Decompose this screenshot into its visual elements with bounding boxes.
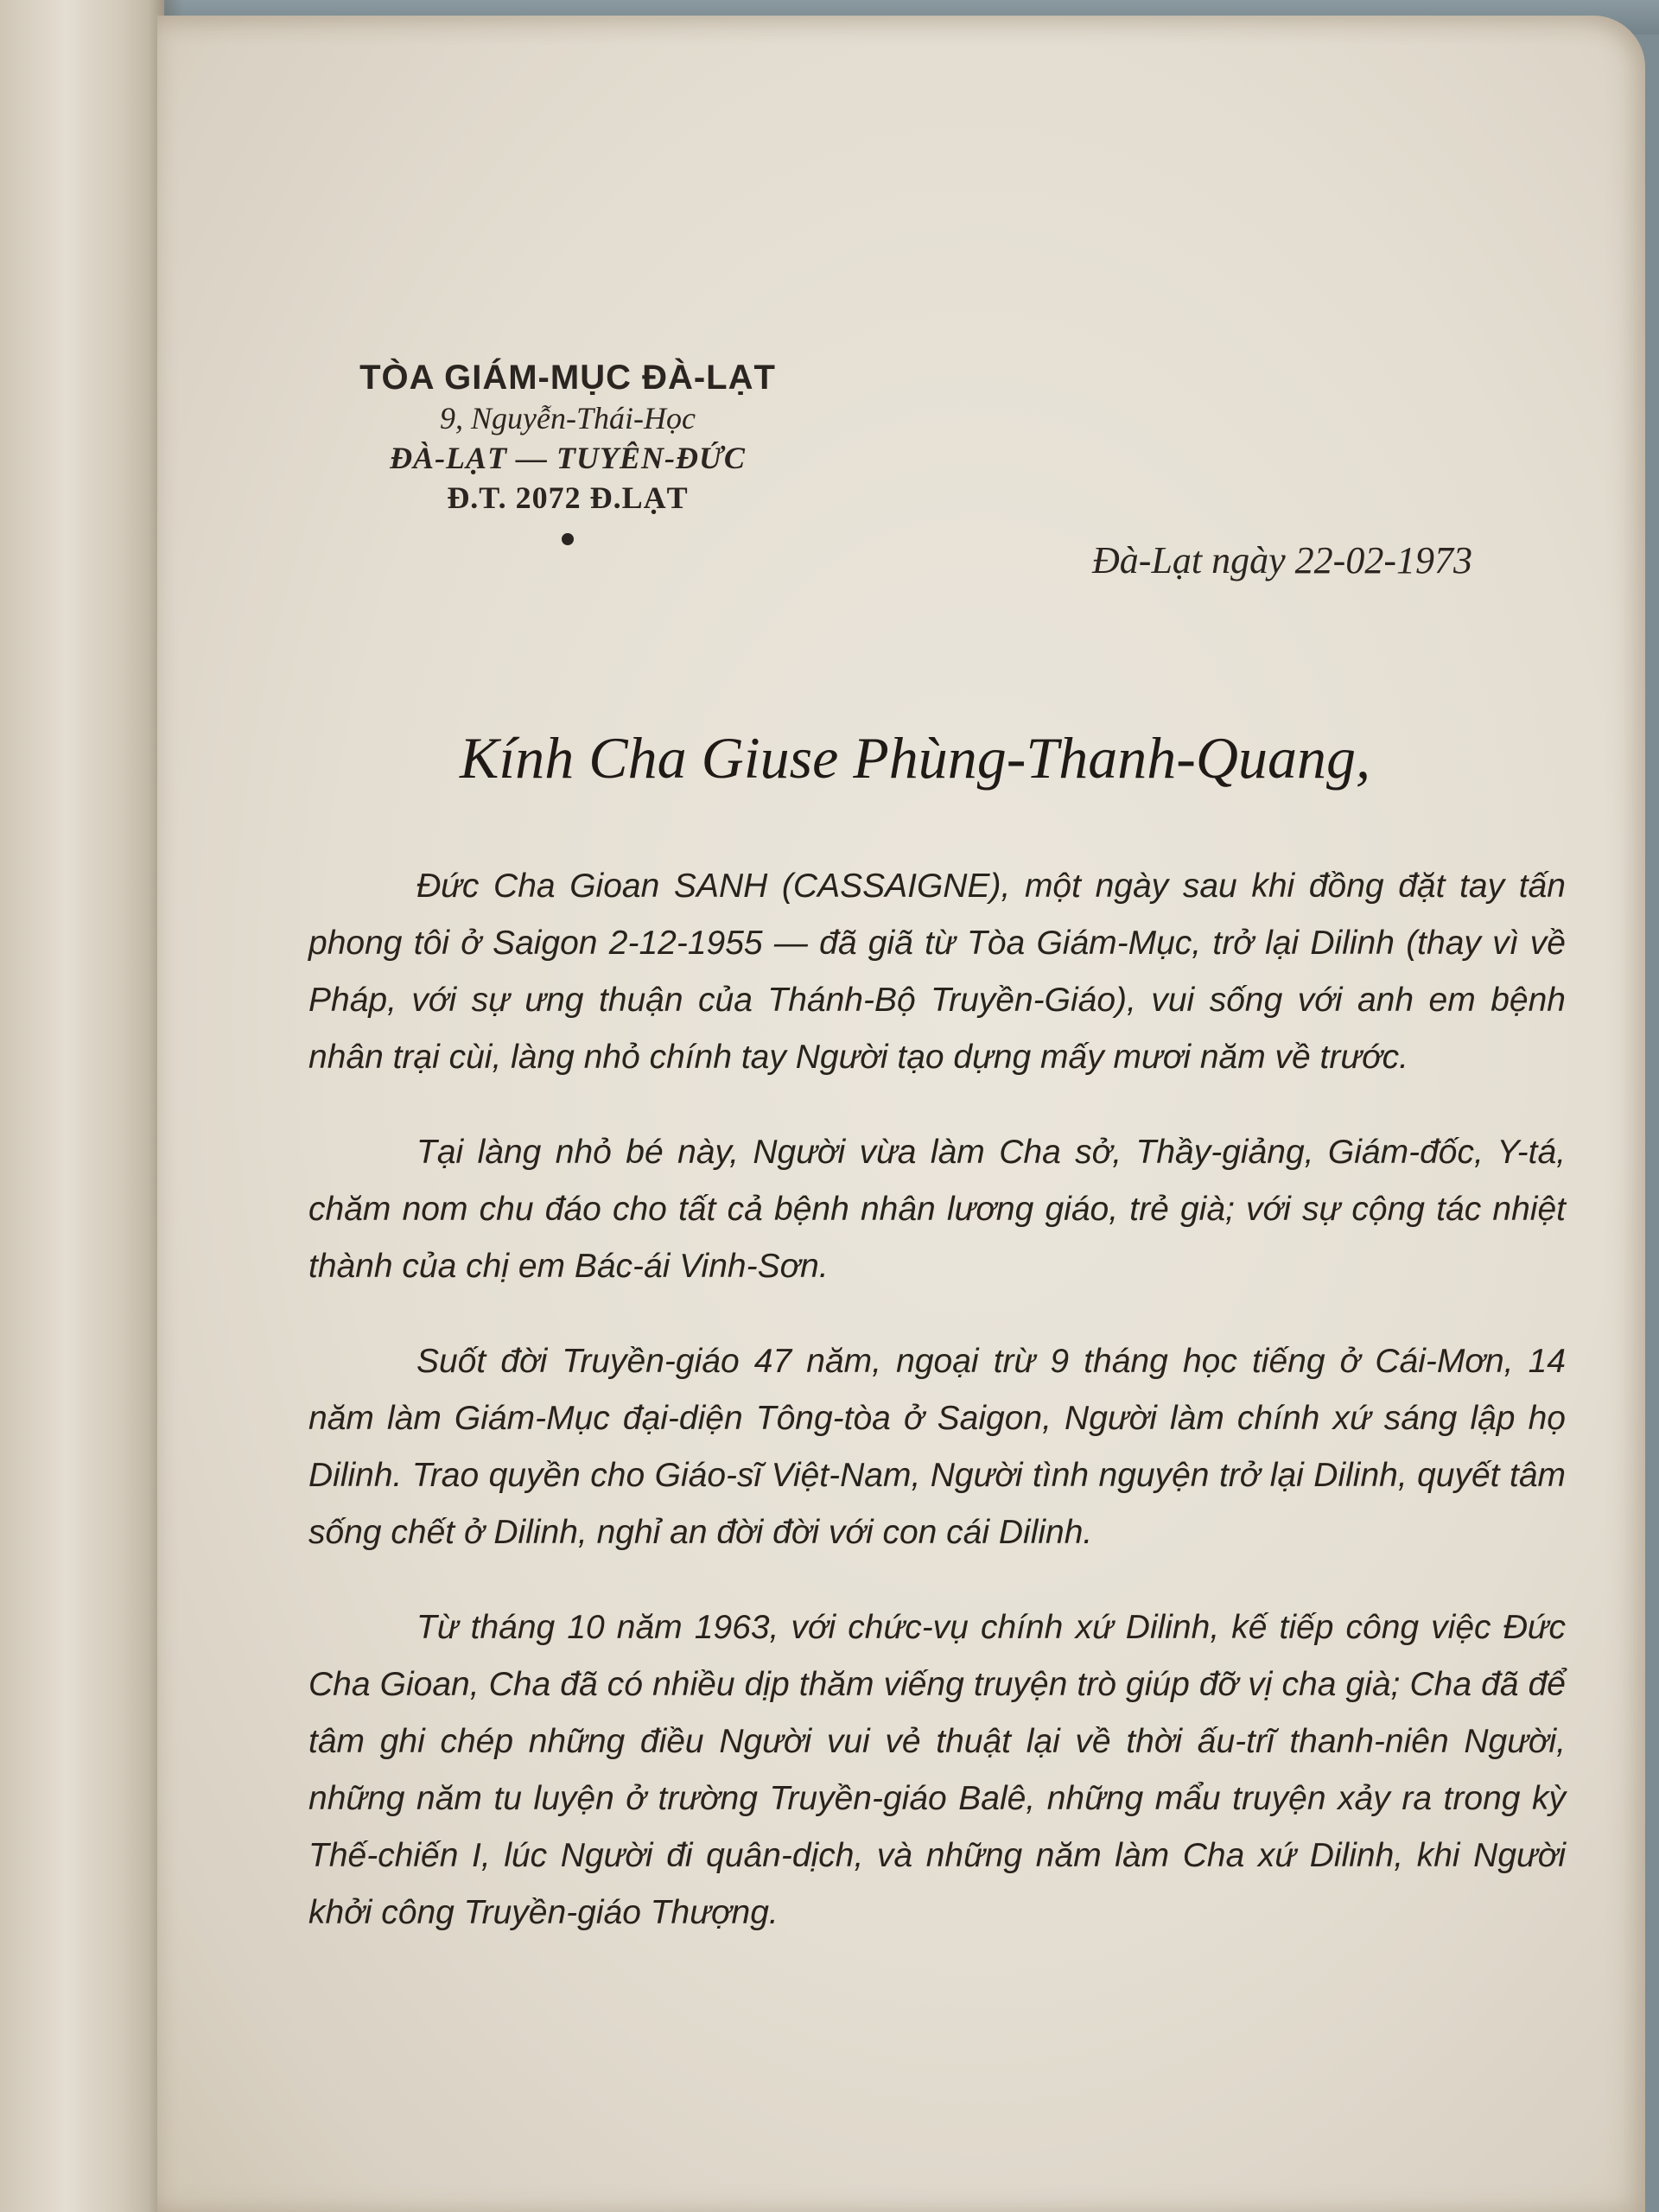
letterhead-address: 9, Nguyễn-Thái-Học (440, 401, 696, 435)
book-page (157, 16, 1645, 2212)
paragraph: Từ tháng 10 năm 1963, với chức-vụ chính xứ Dilinh, kế tiếp công việc Đức Cha Gioan, Cha đã có nhiều dịp thăm viếng truyện trò giúp đỡ vị cha già; Cha đã để tâm ghi chép những điều Người vui vẻ thuật lại về thời ấu-trĩ thanh-niên Người, những năm tu luyện ở trường Truyền-giáo Balê, những mẩu truyện xảy ra trong kỳ Thế-chiến I, lúc Người đi quân-dịch, và những năm làm Cha xứ Dilinh, khi Người khởi công Truyền-giáo Thượng. (308, 1609, 1566, 1931)
letter-body (308, 858, 1566, 1980)
dateline: Đà-Lạt ngày 22-02-1973 (1092, 539, 1472, 582)
salutation: Kính Cha Giuse Phùng-Thanh-Quang, (460, 725, 1370, 791)
letterhead-org-name: TÒA GIÁM-MỤC ĐÀ-LẠT (359, 359, 776, 397)
letterhead-city: ĐÀ-LẠT — TUYÊN-ĐỨC (390, 441, 746, 475)
paragraph: Suốt đời Truyền-giáo 47 năm, ngoại trừ 9 tháng học tiếng ở Cái-Mơn, 14 năm làm Giám-Mục đại-diện Tông-tòa ở Saigon, Người làm chính xứ sáng lập họ Dilinh. Trao quyền cho Giáo-sĩ Việt-Nam, Người tình nguyện trở lại Dilinh, quyết tâm sống chết ở Dilinh, nghỉ an đời đời với con cái Dilinh. (308, 1343, 1566, 1551)
letterhead (308, 357, 827, 545)
paragraph: Đức Cha Gioan SANH (CASSAIGNE), một ngày sau khi đồng đặt tay tấn phong tôi ở Saigon 2-12-1955 — đã giã từ Tòa Giám-Mục, trở lại Dilinh (thay vì về Pháp, với sự ưng thuận của Thánh-Bộ Truyền-Giáo), vui sống với anh em bệnh nhân trại cùi, làng nhỏ chính tay Người tạo dựng mấy mươi năm về trước. (308, 868, 1566, 1076)
paragraph: Tại làng nhỏ bé này, Người vừa làm Cha sở, Thầy-giảng, Giám-đốc, Y-tá, chăm nom chu đáo cho tất cả bệnh nhân lương giáo, trẻ già; với sự cộng tác nhiệt thành của chị em Bác-ái Vinh-Sơn. (308, 1134, 1566, 1285)
book-binding (0, 0, 164, 2212)
letterhead-phone: Đ.T. 2072 Đ.LẠT (447, 480, 689, 515)
letterhead-bullet-icon (562, 533, 574, 545)
